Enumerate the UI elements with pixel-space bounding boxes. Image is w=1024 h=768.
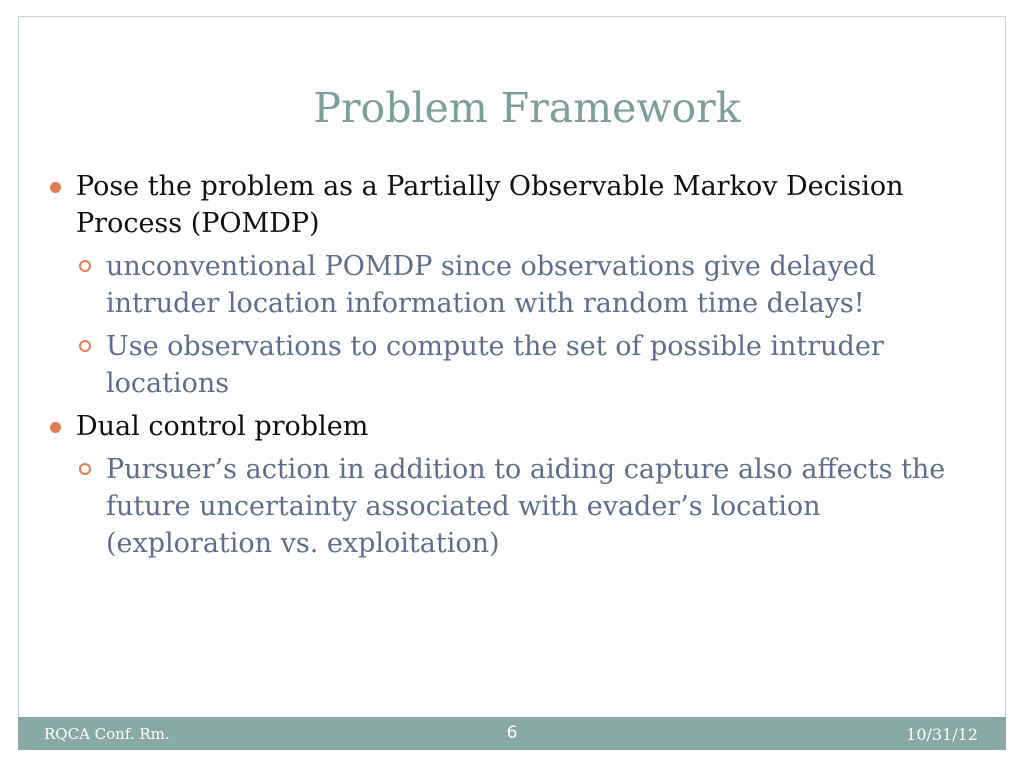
sub-bullet-item — [48, 248, 978, 322]
page-number: 6 — [506, 723, 518, 743]
sub-bullet-ring-icon — [79, 260, 91, 272]
bullet-text: Dual control problem — [76, 411, 369, 442]
sub-bullet-ring-icon — [79, 340, 91, 352]
sub-bullet-text: Use observations to compute the set of possible intruder locations — [106, 331, 884, 399]
footer-location: RQCA Conf. Rm. — [44, 725, 170, 743]
bullet-item — [48, 168, 978, 242]
slide-content — [48, 168, 978, 568]
slide-title: Problem Framework — [313, 84, 741, 132]
sub-bullet-text: Pursuer’s action in addition to aiding capture also affects the future uncertainty associated with evader’s location (exploration vs. exploitation) — [106, 454, 946, 559]
bullet-dot-icon — [50, 182, 61, 193]
footer-date: 10/31/12 — [906, 725, 978, 744]
footer-bar — [18, 717, 1006, 750]
sub-bullet-ring-icon — [79, 463, 91, 475]
sub-bullet-item — [48, 328, 978, 402]
bullet-item — [48, 408, 978, 445]
sub-bullet-text: unconventional POMDP since observations give delayed intruder location information with random time delays! — [106, 251, 876, 319]
sub-bullet-item — [48, 451, 978, 562]
bullet-text: Pose the problem as a Partially Observable Markov Decision Process (POMDP) — [76, 171, 904, 239]
bullet-dot-icon — [50, 422, 61, 433]
